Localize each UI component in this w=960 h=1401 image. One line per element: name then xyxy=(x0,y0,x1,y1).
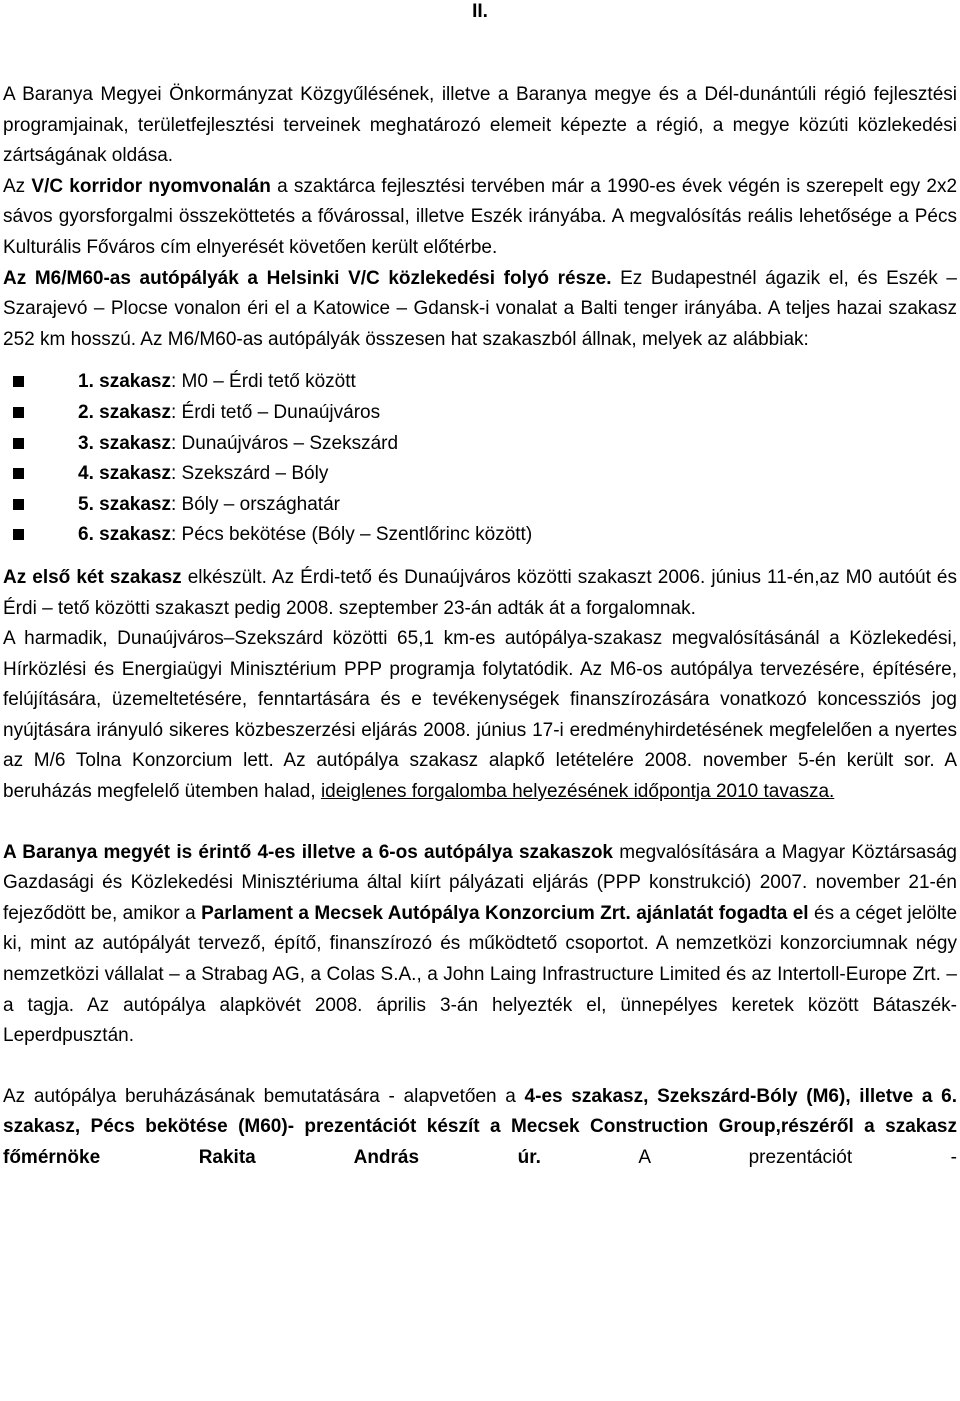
opening-date-underlined: ideiglenes forgalomba helyezésének időpontja 2010 tavasza. xyxy=(320,781,835,803)
bullet-icon xyxy=(13,499,24,510)
list-item: 1. szakasz: M0 – Érdi tető között xyxy=(3,367,957,398)
list-item: 6. szakasz: Pécs bekötése (Bóly – Szentlőrinc között) xyxy=(3,520,957,551)
paragraph-completed: Az első két szakasz elkészült. Az Érdi-tető és Dunaújváros közötti szakaszt 2006. június 11-én,az M0 autóút és Érdi – tető közötti szakaszt pedig 2008. szeptember 23-án adták át a forgalomnak. A harmadik, Dunaújváros–Szekszárd közötti 65,1 km-es autópálya-szakasz megvalósításánál a Közlekedési, Hírközlési és Energiaügyi Minisztérium PPP programja folytatódik. Az M6-os autópálya tervezésére, építésére, felújítására, üzemeltetésére, fenntartására és e tevékenységek finanszírozására vonatkozó koncessziós jog nyújtására irányuló sikeres közbeszerzési eljárás 2008. június 17-i eredményhirdetésének megfelelően a nyertes az M/6 Tolna Konzorcium lett. Az autópálya szakasz alapkő letételére 2008. november 5-én került sor. A beruházás megfelelő ütemben halad, ideiglenes forgalomba helyezésének időpontja 2010 tavasza. xyxy=(3,566,958,803)
list-item: 4. szakasz: Szekszárd – Bóly xyxy=(3,459,957,490)
consortium-bold: Parlament a Mecsek Autópálya Konzorcium Zrt. ajánlatát fogadta el xyxy=(201,902,809,924)
intro-text: A Baranya Megyei Önkormányzat Közgyűlésének, illetve a Baranya megye és a Dél-dunántúli régió fejlesztési programjainak, területfejlesztési terveinek meghatározó elemeit képezte a régió, a megye közúti közlekedési zártságának oldása. xyxy=(3,84,957,167)
paragraph-presentation: Az autópálya beruházásának bemutatására - alapvetően a 4-es szakasz, Szekszárd-Bóly (M6), illetve a 6. szakasz, Pécs bekötése (M60)- prezentációt készít a Mecsek Construction Group,részéről a szakasz főmérnöke Rakita András úr. A prezentációt - xyxy=(3,1085,958,1168)
vc-corridor-bold: V/C korridor nyomvonalán xyxy=(31,175,271,197)
list-item: 3. szakasz: Dunaújváros – Szekszárd xyxy=(3,429,957,460)
document-body xyxy=(3,80,957,1174)
paragraph-baranya: A Baranya megyét is érintő 4-es illetve a 6-os autópálya szakaszok megvalósítására a Magyar Köztársaság Gazdasági és Közlekedési Minisztériuma által kiírt pályázati eljárás (PPP konstrukció) 2007. november 21-én fejeződött be, amikor a Parlament a Mecsek Autópálya Konzorcium Zrt. ajánlatát fogadta el és a céget jelölte ki, mint az autópályát tervező, építő, finanszírozó és működtető csoportot. A nemzetközi konzorciumnak négy nemzetközi vállalat – a Strabag AG, a Colas S.A., a John Laing Infrastructure Limited és az Intertoll-Europe Zrt. – a tagja. Az autópálya alapkövét 2008. április 3-án helyezték el, ünnepélyes keretek között Bátaszék-Leperdpusztán. xyxy=(3,841,958,1047)
helsinki-bold: Az M6/M60-as autópályák a Helsinki V/C közlekedési folyó része. xyxy=(3,267,612,289)
bullet-icon xyxy=(13,376,24,387)
paragraph-intro: A Baranya Megyei Önkormányzat Közgyűlésének, illetve a Baranya megye és a Dél-dunántúli régió fejlesztési programjainak, területfejlesztési terveinek meghatározó elemeit képezte a régió, a megye közúti közlekedési zártságának oldása. Az V/C korridor nyomvonalán a szaktárca fejlesztési tervében már a 1990-es évek végén is szerepelt egy 2x2 sávos gyorsforgalmi összeköttetés a fővárossal, illetve Eszék irányába. A megvalósítás reális lehetősége a Pécs Kulturális Főváros cím elnyerését követően került előtérbe. Az M6/M60-as autópályák a Helsinki V/C közlekedési folyó része. Ez Budapestnél ágazik el, és Eszék – Szarajevó – Plocse vonalon éri el a Katowice – Gdansk-i vonalat a Balti tenger irányába. A teljes hazai szakasz 252 km hosszú. Az M6/M60-as autópályák összesen hat szakaszból állnak, melyek az alábbiak: xyxy=(3,84,958,350)
page-number: II. xyxy=(472,1,488,22)
bullet-icon xyxy=(13,529,24,540)
bullet-icon xyxy=(13,468,24,479)
bullet-icon xyxy=(13,438,24,449)
sections-list xyxy=(3,367,957,551)
bullet-icon xyxy=(13,407,24,418)
first-two-bold: Az első két szakasz xyxy=(3,566,182,588)
list-item: 5. szakasz: Bóly – országhatár xyxy=(3,490,957,521)
list-item: 2. szakasz: Érdi tető – Dunaújváros xyxy=(3,398,957,429)
